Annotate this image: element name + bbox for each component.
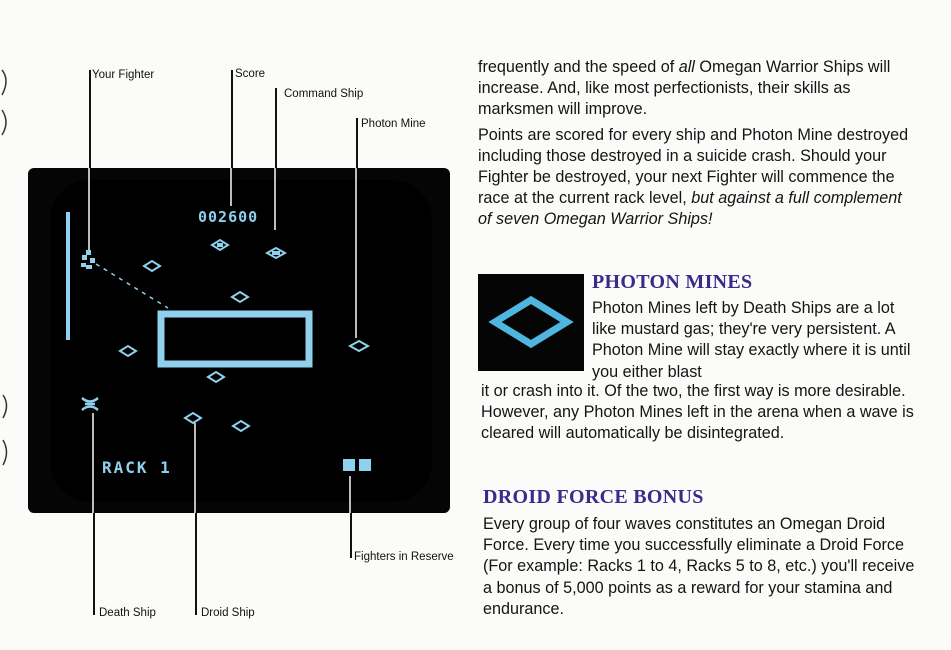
callout-your-fighter: Your Fighter — [92, 69, 155, 81]
droid-force-heading: DROID FORCE BONUS — [483, 486, 704, 508]
game-screen — [28, 168, 450, 513]
leader-score — [231, 70, 233, 168]
intro-text — [478, 57, 918, 231]
callout-death-ship: Death Ship — [99, 607, 156, 619]
photon-mine-illustration — [478, 274, 584, 371]
photon-mines-body-continued: it or crash into it. Of the two, the first way is more desirable. However, any Photon Mines left in the arena when a wave is cleared will automatically be disintegrated. — [481, 382, 914, 443]
intro-paragraph-1: frequently and the speed of all Omegan Warrior Ships will increase. And, like most perfectionists, their skills as marksmen will improve. — [478, 58, 891, 119]
droid-force-body: Every group of four waves constitutes an Omegan Droid Force. Every time you successfully eliminate a Droid Force (For example: Racks 1 to 4, Racks 5 to 8, etc.) you'll receive a bonus of 5,000 points as a reward for your stamina and endurance. — [483, 515, 915, 618]
leader-death-ship — [93, 513, 95, 615]
photon-mines-heading: PHOTON MINES — [592, 271, 753, 293]
photon-mines-body: Photon Mines left by Death Ships are a lot like mustard gas; they're very persistent. A Photon Mine will stay exactly where it is until you either blast — [592, 299, 911, 381]
leader-command-ship — [275, 88, 277, 168]
callout-fighters-in-reserve: Fighters in Reserve — [354, 551, 454, 563]
leader-your-fighter — [89, 70, 91, 168]
score-display: 002600 — [198, 208, 259, 226]
leader-photon-mine — [356, 118, 358, 168]
reserve-fighter-1 — [343, 459, 355, 471]
leader-fighters-in-reserve — [350, 513, 352, 558]
binding-marks — [0, 0, 20, 650]
reserve-fighter-2 — [359, 459, 371, 471]
leader-droid-ship — [195, 513, 197, 615]
rack-label: RACK 1 — [102, 458, 172, 477]
callout-score: Score — [235, 68, 266, 80]
callout-command-ship: Command Ship — [284, 88, 364, 100]
intro-paragraph-2: Points are scored for every ship and Photon Mine destroyed including those destroyed in a suicide crash. Should your Fighter be destroyed, your next Fighter will commence the race at the current rack level, but against a full complement of seven Omegan Warrior Ships! — [478, 125, 909, 229]
callout-droid-ship: Droid Ship — [201, 607, 255, 619]
callout-photon-mine: Photon Mine — [361, 118, 426, 130]
game-screen-graphics — [28, 168, 450, 513]
